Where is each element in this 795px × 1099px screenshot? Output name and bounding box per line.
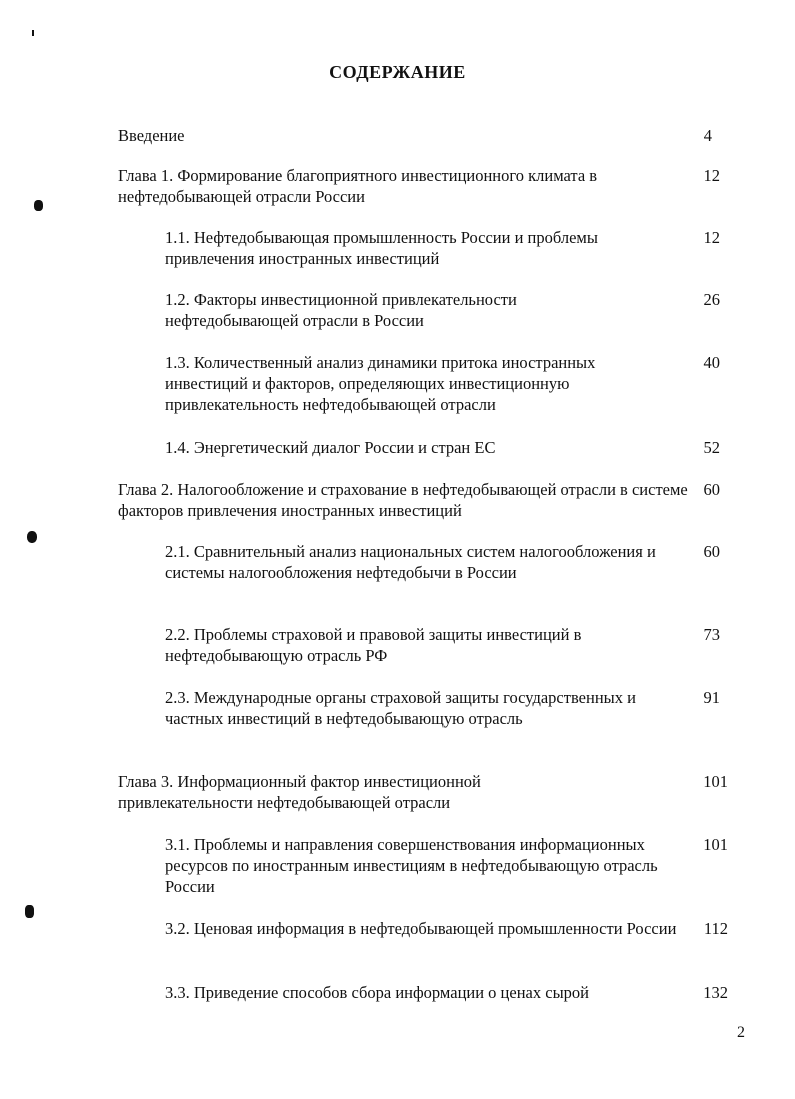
toc-page-number: 101	[703, 772, 728, 791]
toc-entry-3-1[interactable]	[165, 834, 670, 897]
footer-page-number: 2	[737, 1024, 745, 1041]
toc-entry-chapter-1[interactable]	[118, 165, 678, 207]
toc-entry-chapter-2[interactable]	[118, 479, 693, 521]
toc-entry-1-4[interactable]	[165, 437, 665, 458]
toc-entry-text: 3.3. Приведение способов сбора информации о ценах сырой	[165, 983, 589, 1002]
toc-entry-chapter-3[interactable]	[118, 771, 558, 813]
toc-entry-text: 2.3. Международные органы страховой защиты государственных и частных инвестиций в нефтедобывающую отрасль	[165, 688, 636, 728]
toc-entry-text: Глава 3. Информационный фактор инвестиционной привлекательности нефтедобывающей отрасли	[118, 772, 481, 812]
toc-page-number: 60	[703, 542, 720, 561]
toc-page-number: 112	[703, 919, 728, 938]
toc-entry-text: 3.2. Ценовая информация в нефтедобывающей промышленности России	[165, 919, 677, 938]
scan-speck	[25, 905, 34, 918]
toc-entry-2-1[interactable]	[165, 541, 670, 583]
toc-entry-2-2[interactable]	[165, 624, 625, 666]
scan-speck	[34, 200, 43, 211]
toc-entry-text: Введение	[118, 126, 185, 145]
toc-page-number: 12	[703, 166, 720, 185]
toc-page-number: 91	[703, 688, 720, 707]
toc-entry-text: 1.2. Факторы инвестиционной привлекательности нефтедобывающей отрасли в России	[165, 290, 517, 330]
toc-page-number: 73	[703, 625, 720, 644]
toc-entry-text: 1.1. Нефтедобывающая промышленность России и проблемы привлечения иностранных инвестиций	[165, 228, 598, 268]
toc-entry-text: 2.2. Проблемы страховой и правовой защиты инвестиций в нефтедобывающую отрасль РФ	[165, 625, 582, 665]
toc-entry-3-2[interactable]	[165, 918, 695, 939]
toc-entry-text: 2.1. Сравнительный анализ национальных систем налогообложения и системы налогообложения нефтедобычи в России	[165, 542, 656, 582]
toc-entry-text: Глава 2. Налогообложение и страхование в нефтедобывающей отрасли в системе факторов привлечения иностранных инвестиций	[118, 480, 688, 520]
toc-entry-text: 1.3. Количественный анализ динамики притока иностранных инвестиций и факторов, определяющих инвестиционную привлекательность нефтедобывающей отрасли	[165, 353, 596, 414]
toc-entry-2-3[interactable]	[165, 687, 665, 729]
toc-page-number: 101	[703, 835, 728, 854]
scan-speck	[32, 30, 34, 36]
toc-page-number: 4	[703, 126, 712, 145]
toc-entry-1-3[interactable]	[165, 352, 665, 415]
toc-entry-text: 1.4. Энергетический диалог России и стран ЕС	[165, 438, 496, 457]
toc-page-number: 52	[703, 438, 720, 457]
toc-entry-1-2[interactable]	[165, 289, 585, 331]
toc-page-number: 40	[703, 353, 720, 372]
toc-page-number: 132	[703, 983, 728, 1002]
toc-entry-intro[interactable]	[118, 125, 678, 146]
toc-entry-text: Глава 1. Формирование благоприятного инвестиционного климата в нефтедобывающей отрасли России	[118, 166, 598, 206]
page-title: СОДЕРЖАНИЕ	[329, 62, 466, 82]
toc-page-number: 60	[703, 480, 720, 499]
toc-page-number: 12	[703, 228, 720, 247]
scan-speck	[27, 531, 37, 543]
toc-page-number: 26	[703, 290, 720, 309]
toc-entry-text: 3.1. Проблемы и направления совершенствования информационных ресурсов по иностранным инвестициям в нефтедобывающую отрасль России	[165, 835, 658, 896]
toc-entry-3-3[interactable]	[165, 982, 665, 1003]
toc-entry-1-1[interactable]	[165, 227, 670, 269]
